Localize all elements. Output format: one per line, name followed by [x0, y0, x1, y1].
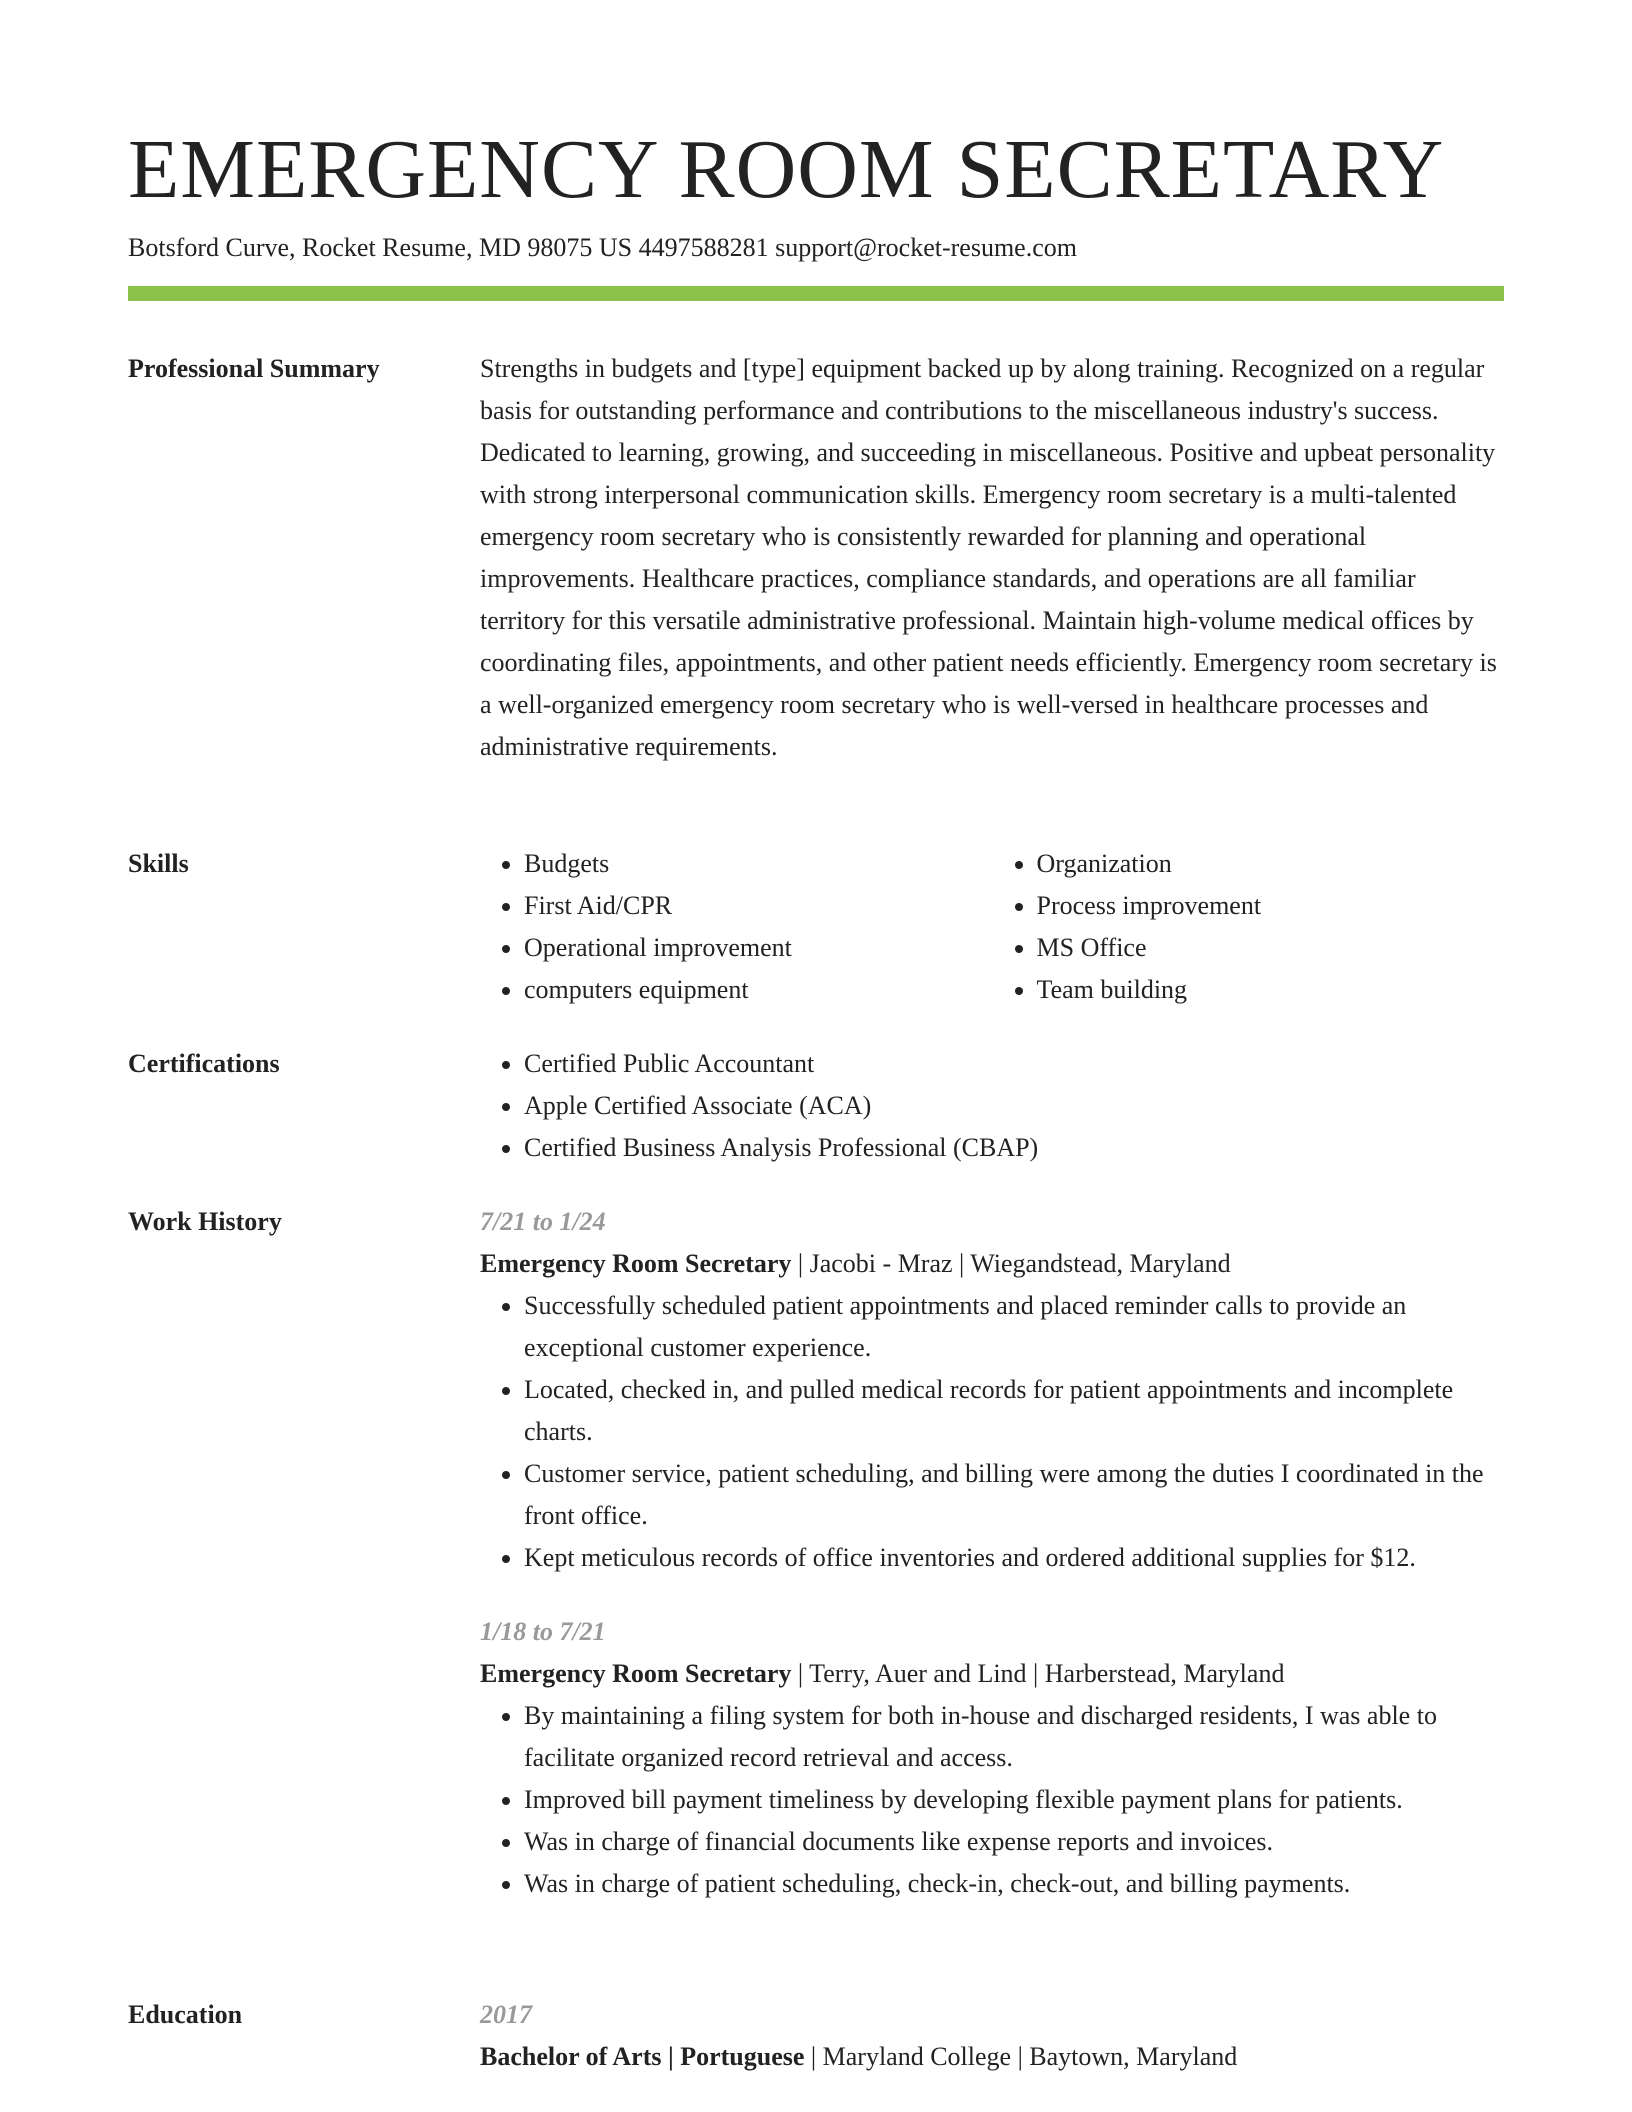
job-bullet: • Kept meticulous records of office inventories and ordered additional supplies for $12.: [524, 1537, 1505, 1579]
header-divider: [128, 286, 1504, 301]
job-role: Emergency Room Secretary: [480, 1249, 792, 1278]
job-entry: [480, 1201, 1505, 1579]
job-employer-location: | Terry, Auer and Lind | Harberstead, Maryland: [791, 1659, 1285, 1688]
job-bullet: • Was in charge of financial documents like expense reports and invoices.: [524, 1821, 1505, 1863]
job-bullet-list: [480, 1695, 1505, 1905]
skill-item: • computers equipment: [524, 969, 993, 1011]
contact-line: Botsford Curve, Rocket Resume, MD 98075 US 4497588281 support@rocket-resume.com: [128, 233, 1077, 262]
summary-title: Professional Summary: [128, 354, 380, 383]
education-title: Education: [128, 2000, 243, 2029]
skills-title: Skills: [128, 849, 189, 878]
job-bullet: • By maintaining a filing system for both in-house and discharged residents, I was able to facilitate organized record retrieval and access.: [524, 1695, 1505, 1779]
skills-list-left: [480, 843, 993, 1011]
job-role: Emergency Room Secretary: [480, 1659, 792, 1688]
skill-item: • Process improvement: [1037, 885, 1506, 927]
resume-name: EMERGENCY ROOM SECRETARY: [128, 123, 1445, 216]
job-employer-location: | Jacobi - Mraz | Wiegandstead, Maryland: [791, 1249, 1231, 1278]
job-heading: [480, 1243, 1505, 1285]
summary-text: Strengths in budgets and [type] equipment backed up by along training. Recognized on a regular basis for outstanding performance and contributions to the miscellaneous industry's success. Dedicated to learning, growing, and succeeding in miscellaneous. Positive and upbeat personality with strong interpersonal communication skills. Emergency room secretary is a multi-talented emergency room secretary who is consistently rewarded for planning and operational improvements. Healthcare practices, compliance standards, and operations are all familiar territory for this versatile administrative professional. Maintain high-volume medical offices by coordinating files, appointments, and other patient needs efficiently. Emergency room secretary is a well-organized emergency room secretary who is well-versed in healthcare processes and administrative requirements.: [480, 354, 1497, 761]
certifications-list: [480, 1043, 1505, 1169]
skill-item: • Operational improvement: [524, 927, 993, 969]
job-bullet: • Was in charge of patient scheduling, check-in, check-out, and billing payments.: [524, 1863, 1505, 1905]
skills-list-right: [993, 843, 1506, 1011]
education-school-location: | Maryland College | Baytown, Maryland: [804, 2042, 1238, 2071]
education-year: 2017: [480, 2000, 532, 2029]
education-heading: [480, 2036, 1505, 2078]
certifications-title: Certifications: [128, 1049, 280, 1078]
job-bullet: • Improved bill payment timeliness by developing flexible payment plans for patients.: [524, 1779, 1505, 1821]
skill-item: • First Aid/CPR: [524, 885, 993, 927]
certification-item: • Certified Public Accountant: [524, 1043, 1505, 1085]
job-bullet: • Located, checked in, and pulled medical records for patient appointments and incomplete charts.: [524, 1369, 1505, 1453]
certification-item: • Apple Certified Associate (ACA): [524, 1085, 1505, 1127]
job-bullet: • Successfully scheduled patient appointments and placed reminder calls to provide an exceptional customer experience.: [524, 1285, 1505, 1369]
job-bullet: • Customer service, patient scheduling, and billing were among the duties I coordinated in the front office.: [524, 1453, 1505, 1537]
work-history-title: Work History: [128, 1207, 282, 1236]
job-heading: [480, 1653, 1505, 1695]
certification-item: • Certified Business Analysis Professional (CBAP): [524, 1127, 1505, 1169]
job-bullet-list: [480, 1285, 1505, 1579]
job-dates: 1/18 to 7/21: [480, 1617, 606, 1646]
job-dates: 7/21 to 1/24: [480, 1207, 606, 1236]
skill-item: • Organization: [1037, 843, 1506, 885]
skill-item: • Team building: [1037, 969, 1506, 1011]
skill-item: • MS Office: [1037, 927, 1506, 969]
education-degree: Bachelor of Arts | Portuguese: [480, 2042, 805, 2071]
skill-item: • Budgets: [524, 843, 993, 885]
job-entry: [480, 1611, 1505, 1905]
